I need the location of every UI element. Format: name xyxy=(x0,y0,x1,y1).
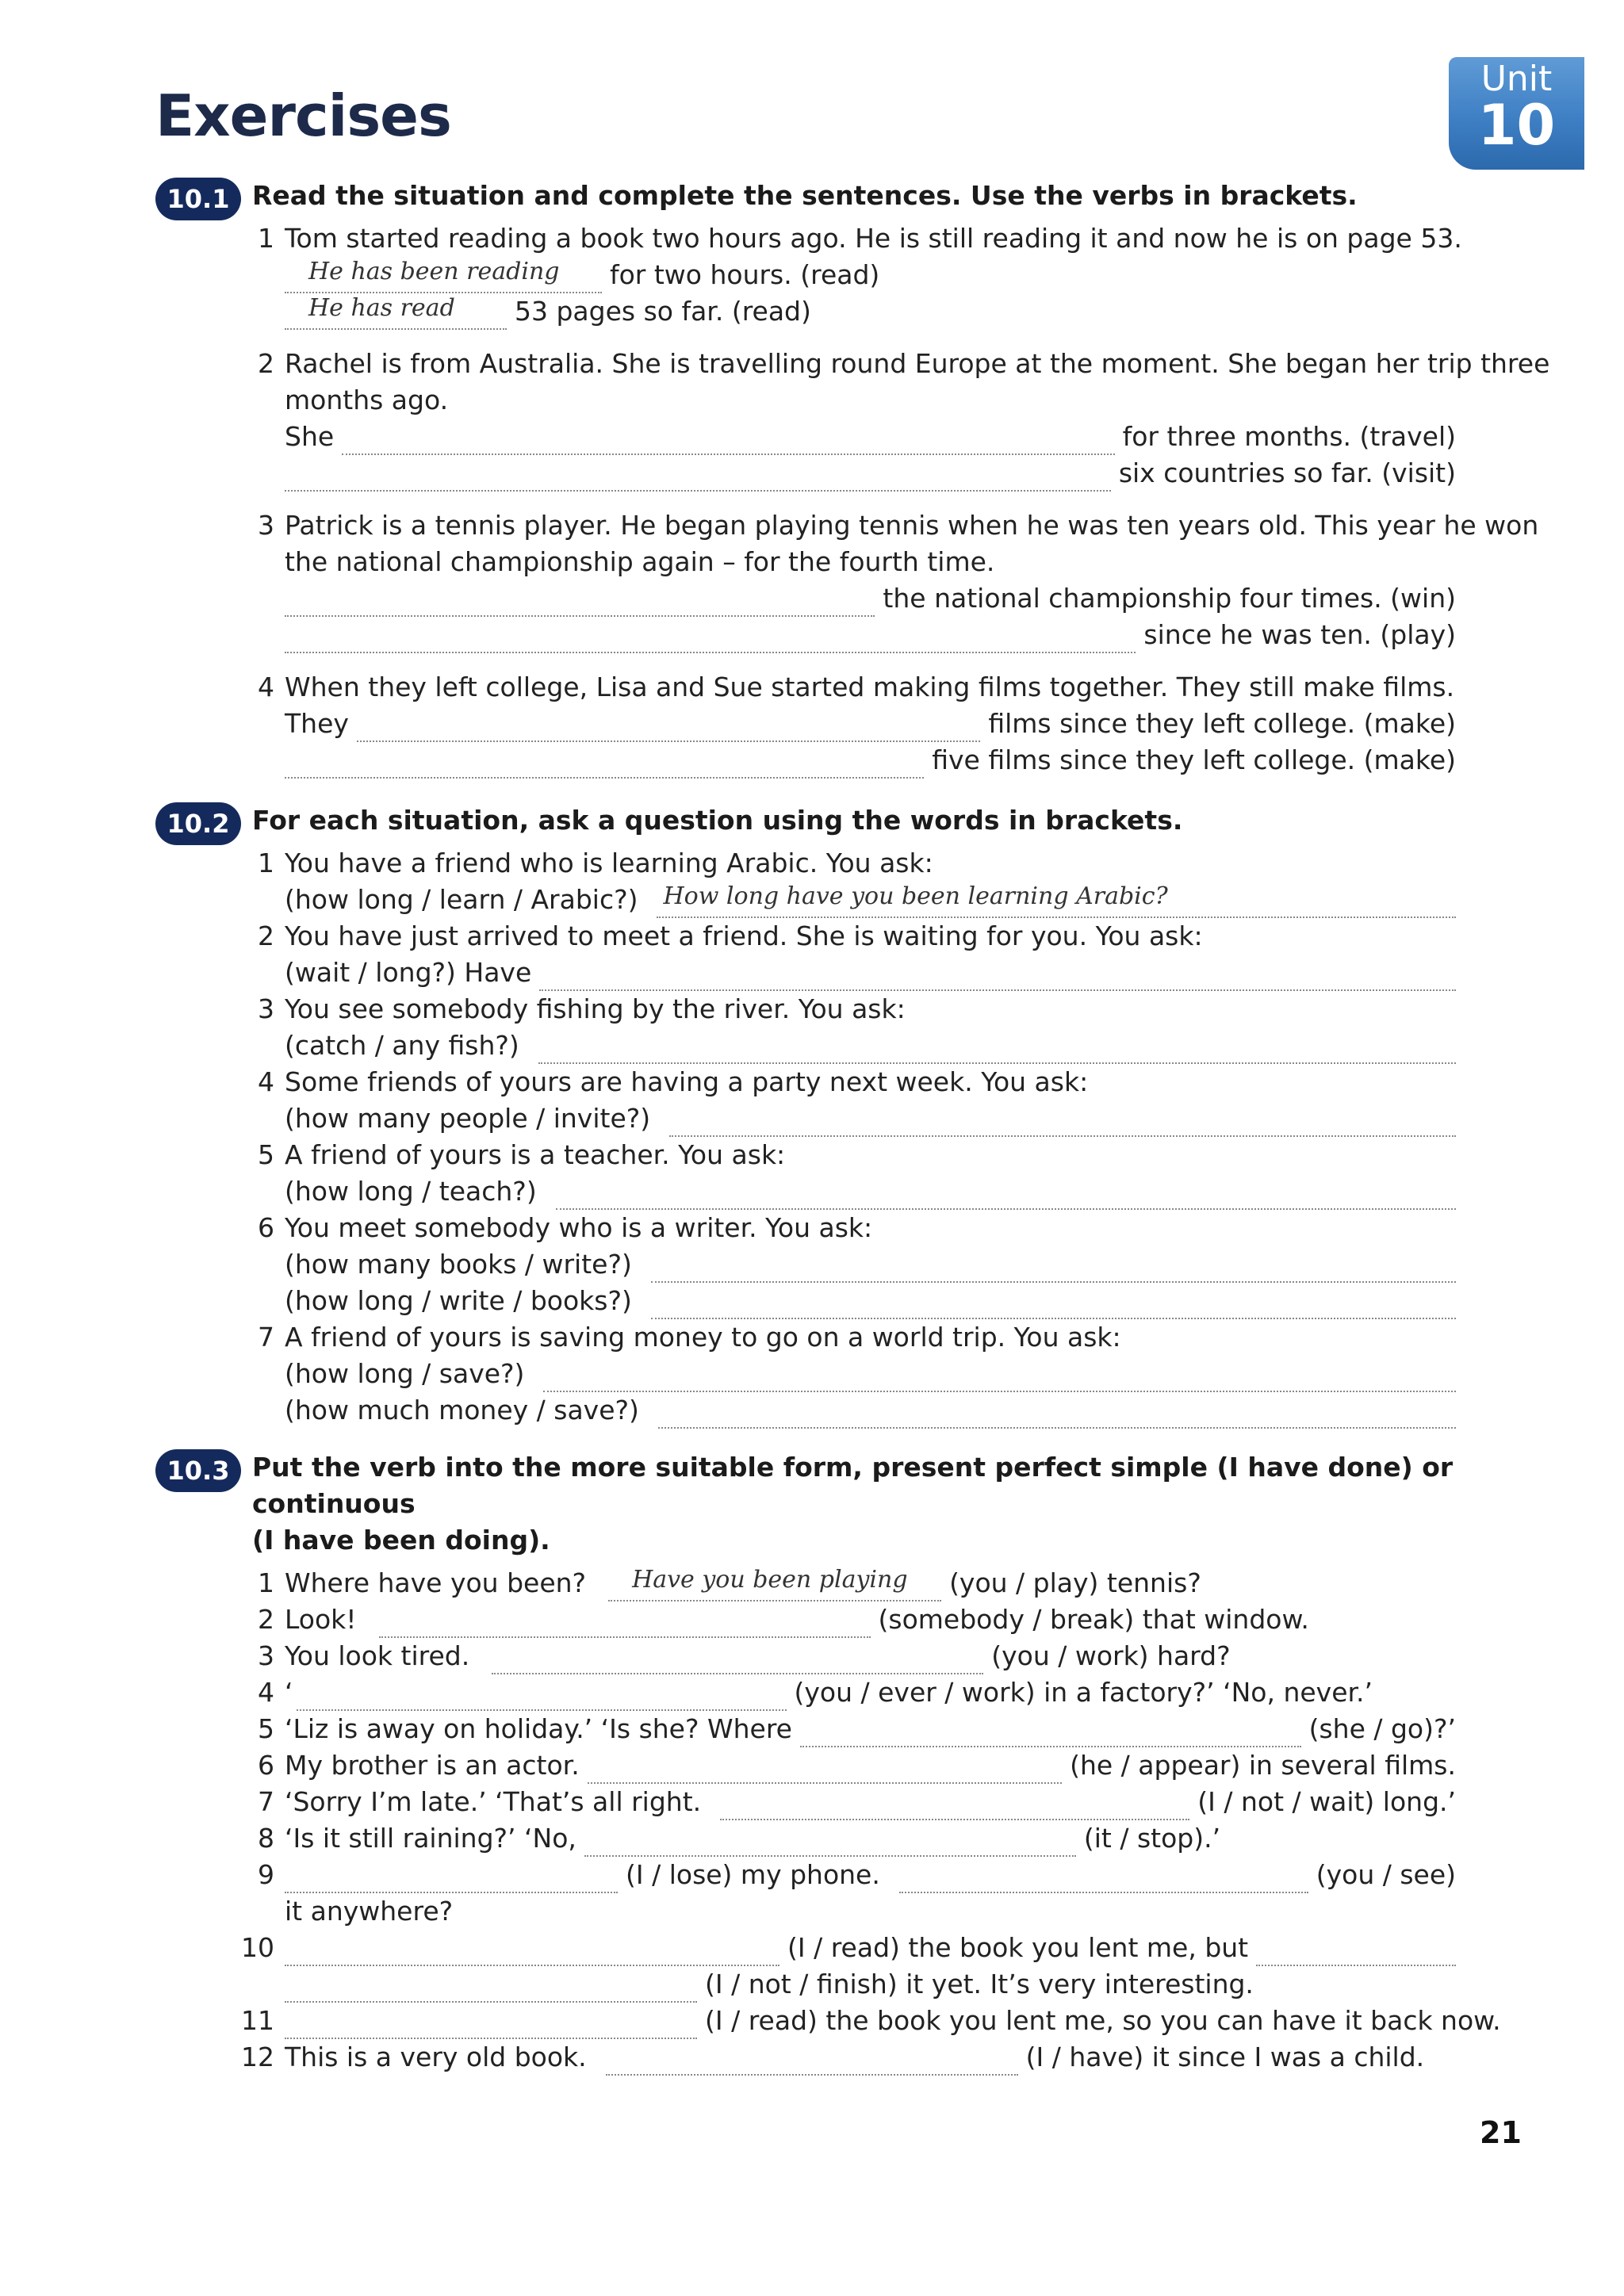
answer-field[interactable] xyxy=(669,1113,1456,1137)
unit-tab xyxy=(1449,57,1584,170)
item-number: 3 xyxy=(258,510,274,541)
unit-number: 10 xyxy=(1477,93,1556,158)
item-text: (I / read) the book you lent me, so you can have it back now. xyxy=(705,2005,1501,2036)
example-answer: He has been reading xyxy=(308,258,560,285)
item-prompt: (how long / save?) xyxy=(285,1358,525,1389)
exercise-instruction: Read the situation and complete the sentences. Use the verbs in brackets. xyxy=(252,180,1358,211)
exercise-badge: 10.3 xyxy=(155,1449,241,1492)
page-title: Exercises xyxy=(155,82,451,149)
exercise-instruction: Put the verb into the more suitable form, present perfect simple xyxy=(252,1452,1217,1483)
list-item xyxy=(155,1064,1456,1137)
answer-field[interactable] xyxy=(285,294,507,330)
exercise-instruction: For each situation, ask a question using the words in brackets. xyxy=(252,805,1183,836)
item-text: You look tired. xyxy=(285,1640,470,1671)
item-number: 6 xyxy=(258,1750,274,1781)
item-number: 1 xyxy=(258,848,274,878)
item-text: Patrick is a tennis player. He began playing tennis when he was ten years old. This year he won xyxy=(285,510,1539,541)
item-text: (I / not / wait) long.’ xyxy=(1197,1786,1456,1817)
answer-field[interactable] xyxy=(720,1797,1189,1820)
list-item xyxy=(155,918,1456,991)
instruction-form: (I have done) xyxy=(1216,1452,1413,1483)
answer-field[interactable] xyxy=(658,1405,1456,1429)
item-text: They xyxy=(285,708,349,739)
list-item xyxy=(155,1711,1456,1747)
item-number: 12 xyxy=(241,2042,274,2072)
item-prompt: (catch / any fish?) xyxy=(285,1030,519,1061)
item-text: (she / go)?’ xyxy=(1308,1713,1456,1744)
item-number: 6 xyxy=(258,1212,274,1243)
item-text: My brother is an actor. xyxy=(285,1750,580,1781)
item-text: it anywhere? xyxy=(285,1896,454,1927)
item-text: You meet somebody who is a writer. You ask: xyxy=(285,1212,873,1243)
exercise-10-1 xyxy=(155,178,1550,779)
item-text: films since they left college. (make) xyxy=(988,708,1456,739)
item-text: since he was ten. (play) xyxy=(1143,619,1456,650)
list-item xyxy=(155,1820,1456,1857)
answer-field[interactable] xyxy=(543,1368,1456,1392)
answer-field[interactable] xyxy=(651,1295,1456,1319)
list-item xyxy=(155,1319,1456,1429)
item-number: 4 xyxy=(258,672,274,702)
answer-field[interactable] xyxy=(538,1040,1456,1064)
answer-field[interactable] xyxy=(285,593,875,617)
item-text: ‘Liz is away on holiday.’ ‘Is she? Where xyxy=(285,1713,792,1744)
item-text: She xyxy=(285,421,335,452)
item-text: (you / ever / work) in a factory?’ ‘No, never.’ xyxy=(794,1677,1373,1708)
item-number: 2 xyxy=(258,348,274,379)
item-prompt: (how much money / save?) xyxy=(285,1395,639,1425)
answer-field[interactable] xyxy=(285,1942,779,1966)
item-text: You have just arrived to meet a friend. She is waiting for you. You ask: xyxy=(285,920,1203,951)
item-text: (you / play) tennis? xyxy=(949,1567,1201,1598)
item-text: five films since they left college. (make) xyxy=(932,744,1456,775)
item-number: 9 xyxy=(258,1859,274,1890)
item-number: 3 xyxy=(258,993,274,1024)
answer-field[interactable] xyxy=(492,1651,983,1674)
item-text: ‘Sorry I’m late.’ ‘That’s all right. xyxy=(285,1786,702,1817)
item-text: for two hours. (read) xyxy=(610,259,880,290)
item-text: (somebody / break) that window. xyxy=(878,1604,1309,1635)
item-text: (you / work) hard? xyxy=(991,1640,1231,1671)
answer-field[interactable] xyxy=(1256,1942,1456,1966)
list-item xyxy=(155,1674,1456,1711)
exercise-badge: 10.1 xyxy=(155,178,241,220)
item-number: 10 xyxy=(241,1932,274,1963)
item-text: (I / lose) my phone. xyxy=(626,1859,880,1890)
list-item xyxy=(155,346,1550,492)
answer-field[interactable] xyxy=(357,718,980,742)
item-number: 11 xyxy=(241,2005,274,2036)
exercise-instruction: or continuous xyxy=(252,1452,1454,1519)
answer-field[interactable] xyxy=(608,1566,941,1601)
list-item xyxy=(155,1210,1456,1319)
item-prompt: (how long / teach?) xyxy=(285,1176,537,1207)
list-item xyxy=(155,845,1456,918)
list-item xyxy=(155,1784,1456,1820)
item-text: Some friends of yours are having a party next week. You ask: xyxy=(285,1066,1089,1097)
list-item xyxy=(155,669,1456,779)
item-prompt: (wait / long?) Have xyxy=(285,957,532,988)
item-text: Tom started reading a book two hours ago. He is still reading it and now he is on page 53. xyxy=(285,223,1462,254)
answer-field[interactable] xyxy=(285,1869,618,1893)
item-text: ‘Is it still raining?’ ‘No, xyxy=(285,1823,576,1854)
item-text: months ago. xyxy=(285,385,449,415)
answer-field[interactable] xyxy=(285,629,1136,653)
item-text: You see somebody fishing by the river. You ask: xyxy=(285,993,906,1024)
answer-field[interactable] xyxy=(285,2015,697,2039)
item-number: 4 xyxy=(258,1677,274,1708)
item-text: (he / appear) in several films. xyxy=(1070,1750,1456,1781)
item-prompt: (how long / write / books?) xyxy=(285,1285,632,1316)
item-text: (I / have) it since I was a child. xyxy=(1025,2042,1425,2072)
exercise-heading xyxy=(155,1449,1456,1559)
answer-field[interactable] xyxy=(606,2052,1018,2076)
item-text: for three months. (travel) xyxy=(1122,421,1456,452)
answer-field[interactable] xyxy=(588,1760,1062,1784)
example-answer: How long have you been learning Arabic? xyxy=(663,882,1168,910)
answer-field[interactable] xyxy=(297,1687,787,1711)
item-text: the national championship four times. (win) xyxy=(883,583,1456,614)
list-item xyxy=(155,1747,1456,1784)
item-number: 5 xyxy=(258,1713,274,1744)
list-item xyxy=(155,1137,1456,1210)
item-number: 7 xyxy=(258,1786,274,1817)
item-number: 2 xyxy=(258,920,274,951)
answer-field[interactable] xyxy=(285,1979,697,2003)
item-text: six countries so far. (visit) xyxy=(1118,457,1456,488)
item-text: A friend of yours is saving money to go on a world trip. You ask: xyxy=(285,1322,1121,1353)
list-item xyxy=(155,2003,1501,2039)
answer-field[interactable] xyxy=(539,967,1456,991)
instruction-form: (I have been doing). xyxy=(252,1525,550,1556)
item-text: This is a very old book. xyxy=(285,2042,587,2072)
item-number: 7 xyxy=(258,1322,274,1353)
item-number: 1 xyxy=(258,1567,274,1598)
item-number: 8 xyxy=(258,1823,274,1854)
item-text: When they left college, Lisa and Sue started making films together. They still make films. xyxy=(285,672,1455,702)
exercise-heading xyxy=(155,178,1456,214)
answer-field[interactable] xyxy=(285,468,1111,492)
item-text: (I / read) the book you lent me, but xyxy=(787,1932,1249,1963)
item-text: the national championship again – for the fourth time. xyxy=(285,546,995,577)
item-number: 1 xyxy=(258,223,274,254)
answer-field[interactable] xyxy=(899,1869,1308,1893)
item-text: (you / see) xyxy=(1316,1859,1456,1890)
list-item xyxy=(155,1565,1456,1601)
exercise-10-2 xyxy=(155,802,1456,1429)
answer-field[interactable] xyxy=(584,1833,1076,1857)
answer-field[interactable] xyxy=(800,1724,1301,1747)
item-number: 2 xyxy=(258,1604,274,1635)
list-item xyxy=(155,1857,1456,1930)
item-text: You have a friend who is learning Arabic. You ask: xyxy=(285,848,933,878)
item-text: (I / not / finish) it yet. It’s very interesting. xyxy=(705,1969,1254,1999)
list-item xyxy=(155,507,1539,653)
item-number: 3 xyxy=(258,1640,274,1671)
list-item xyxy=(155,1638,1456,1674)
item-number: 5 xyxy=(258,1139,274,1170)
page-number: 21 xyxy=(1480,2115,1522,2150)
answer-field[interactable] xyxy=(657,882,1456,918)
answer-field[interactable] xyxy=(342,431,1114,455)
item-number: 4 xyxy=(258,1066,274,1097)
item-prompt: (how long / learn / Arabic?) xyxy=(285,884,638,915)
list-item xyxy=(155,991,1456,1064)
item-text: (it / stop).’ xyxy=(1083,1823,1221,1854)
item-text: 53 pages so far. (read) xyxy=(515,296,811,327)
answer-field[interactable] xyxy=(379,1614,871,1638)
example-answer: Have you been playing xyxy=(632,1566,908,1594)
answer-field[interactable] xyxy=(556,1186,1456,1210)
unit-label: Unit xyxy=(1480,59,1553,99)
item-text: Rachel is from Australia. She is travelling round Europe at the moment. She began her trip three xyxy=(285,348,1550,379)
exercise-10-3 xyxy=(155,1449,1501,2076)
item-text: Where have you been? xyxy=(285,1567,587,1598)
answer-field[interactable] xyxy=(651,1259,1456,1283)
item-prompt: (how many people / invite?) xyxy=(285,1103,651,1134)
item-text: Look! xyxy=(285,1604,357,1635)
list-item xyxy=(155,220,1462,330)
list-item xyxy=(155,2039,1456,2076)
item-text: A friend of yours is a teacher. You ask: xyxy=(285,1139,786,1170)
example-answer: He has read xyxy=(308,294,455,322)
list-item xyxy=(155,1930,1456,2003)
item-text: ‘ xyxy=(285,1677,293,1708)
answer-field[interactable] xyxy=(285,755,924,779)
item-prompt: (how many books / write?) xyxy=(285,1249,632,1280)
exercise-heading xyxy=(155,802,1456,839)
exercise-badge: 10.2 xyxy=(155,802,241,845)
list-item xyxy=(155,1601,1456,1638)
